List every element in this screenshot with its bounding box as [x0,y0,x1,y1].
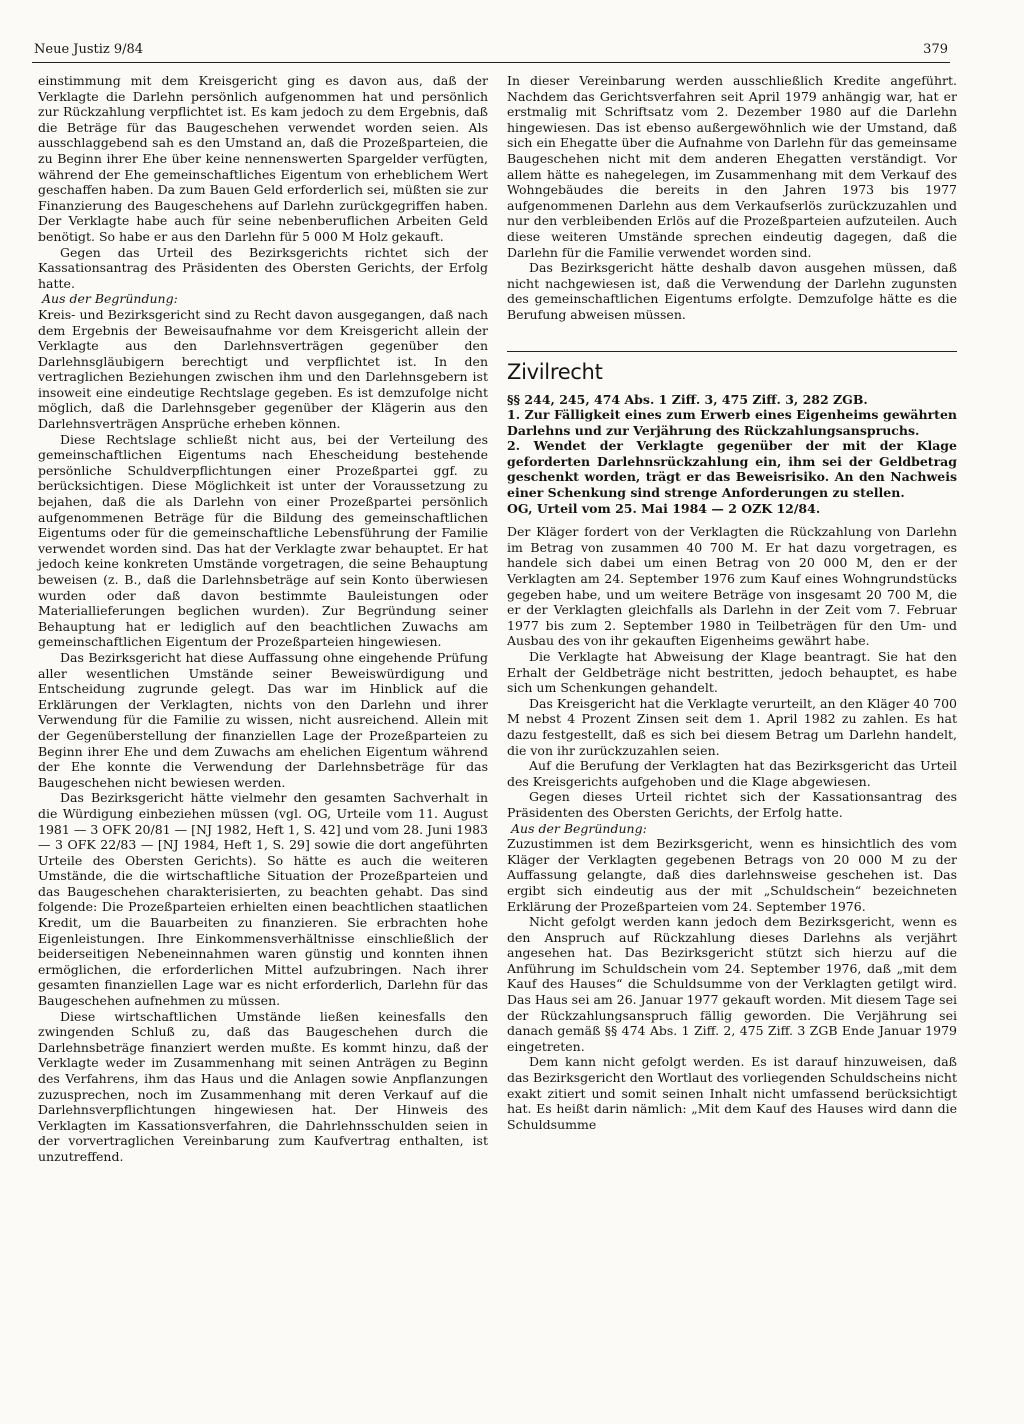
paragraph: Gegen das Urteil des Bezirksgerichts richtet sich der Kassationsantrag des Präsidenten des Obersten Gerichts, der Erfolg hatte. [38,244,488,291]
headnote-1: 1. Zur Fälligkeit eines zum Erwerb eines Eigenheims gewährten Darlehns und zur Verjährung des Rückzahlungsanspruchs. [507,407,957,438]
paragraph: Das Kreisgericht hat die Verklagte verurteilt, an den Kläger 40 700 M nebst 4 Prozent Zinsen seit dem 1. April 1982 zu zahlen. Es hat dazu festgestellt, daß es sich bei diesem Betrag um Darlehn handelt, die von ihr zurückzuzahlen seien. [507,695,957,758]
paragraph: Dem kann nicht gefolgt werden. Es ist darauf hinzuweisen, daß das Bezirksgericht den Wortlaut des vorliegenden Schuldscheins nicht exakt zitiert und somit seinen Inhalt nicht umfassend berücksichtigt hat. Es heißt darin nämlich: „Mit dem Kauf des Hauses wird dann die Schuldsumme [507,1054,957,1132]
page-number: 379 [923,42,948,57]
paragraph: Diese Rechtslage schließt nicht aus, bei der Verteilung des gemeinschaftlichen Eigentums nach Ehescheidung bestehende persönliche Schuldverpflichtungen einer Prozeßpartei ggf. zu berücksichtigen. Diese Möglichkeit ist unter der Voraussetzung zu bejahen, daß die als Darlehn von einer Prozeßpartei persönlich aufgenommenen Beträge für die Bildung des gemeinschaftlichen Eigentums oder für die gemeinschaftliche Lebensführung der Familie verwendet worden sind. Das hat der Verklagte zwar behauptet. Er hat jedoch keine konkreten Umstände vorgetragen, die seine Behauptung beweisen (z. B., daß die Darlehnsbeträge auf sein Konto überwiesen wurden oder daß davon bestimmte Bauleistungen oder Materiallieferungen beglichen wurden). Zur Begründung seiner Behauptung hat er lediglich auf den beachtlichen Zuwachs am gemeinschaftlichen Eigentum der Prozeßparteien hingewiesen. [38,431,488,650]
paragraph: Nicht gefolgt werden kann jedoch dem Bezirksgericht, wenn es den Anspruch auf Rückzahlung dieses Darlehns als verjährt angesehen hat. Das Bezirksgericht stützt sich hierzu auf die Anführung im Schuldschein vom 24. September 1976, daß „mit dem Kauf des Hauses“ die Schuldsumme von der Verklagten getilgt wird. Das Haus sei am 26. Januar 1977 gekauft worden. Mit diesem Tage sei der Rückzahlungsanspruch fällig geworden. Die Verjährung sei danach gemäß §§ 474 Abs. 1 Ziff. 2, 475 Ziff. 3 ZGB Ende Januar 1979 eingetreten. [507,914,957,1054]
case-citation: OG, Urteil vom 25. Mai 1984 — 2 OZK 12/84. [507,500,821,516]
subheading-reasoning: Aus der Begründung: [42,291,178,307]
paragraph: In dieser Vereinbarung werden ausschließlich Kredite angeführt. Nachdem das Gerichtsverfahren seit April 1979 anhängig war, hat er erstmalig mit Schriftsatz vom 2. Dezember 1980 auf die Darlehn hingewiesen. Das ist ebenso außergewöhnlich wie der Umstand, daß sich ein Ehegatte über die Aufnahme von Darlehn für das gemeinsame Baugeschehen nicht mit dem anderen Ehegatten verständigt. Vor allem hätte es nahegelegen, im Zusammenhang mit dem Verkauf des Wohngebäudes die bereits in den Jahren 1973 bis 1977 aufgenommenen Darlehn aus dem Verkaufserlös zurückzuzahlen und nur den verbleibenden Erlös auf die Prozeßparteien aufzuteilen. Auch diese weiteren Umstände sprechen eindeutig dagegen, daß die Darlehn für die Familie verwendet worden sind. [507,73,957,260]
paragraph: Diese wirtschaftlichen Umstände ließen keinesfalls den zwingenden Schluß zu, daß das Baugeschehen durch die Darlehnsbeträge finanziert werden mußte. Es kommt hinzu, daß der Verklagte weder im Zusammenhang mit seinen Anträgen zu Beginn des Verfahrens, ihm das Haus und die Anlagen sowie Anpflanzungen zuzusprechen, noch im Zusammenhang mit deren Verkauf auf die Darlehnsverpflichtungen hingewiesen hat. Der Hinweis des Verklagten im Kassationsverfahren, die Dahrlehnsschulden seien in der vorvertraglichen Vereinbarung zum Kaufvertrag enthalten, ist unzutreffend. [38,1008,488,1164]
journal-title: Neue Justiz 9/84 [34,42,144,57]
headnote-2: 2. Wendet der Verklagte gegenüber der mit der Klage geforderten Darlehnsrückzahlung ein, ihm sei der Geldbetrag geschenkt worden, trägt er das Beweisrisiko. An den Nachweis einer Schenkung sind strenge Anforderungen zu stellen. [507,438,957,501]
paragraph: Gegen dieses Urteil richtet sich der Kassationsantrag des Präsidenten des Obersten Gerichts, der Erfolg hatte. [507,789,957,820]
paragraph: Auf die Berufung der Verklagten hat das Bezirksgericht das Urteil des Kreisgerichts aufgehoben und die Klage abgewiesen. [507,758,957,789]
paragraph: Die Verklagte hat Abweisung der Klage beantragt. Sie hat den Erhalt der Geldbeträge nicht bestritten, jedoch behauptet, es habe sich um Schenkungen gehandelt. [507,649,957,696]
subheading-reasoning: Aus der Begründung: [511,820,647,836]
paragraph: Das Bezirksgericht hätte vielmehr den gesamten Sachverhalt in die Würdigung einbeziehen müssen (vgl. OG, Urteile vom 11. August 1981 — 3 OFK 20/81 — [NJ 1982, Heft 1, S. 42] und vom 28. Juni 1983 — 3 OFK 22/83 — [NJ 1984, Heft 1, S. 29] sowie die dort angeführten Urteile des Obersten Gerichts). So hätte es auch die weiteren Umstände, die die wirtschaftliche Situation der Prozeßparteien und das Baugeschehen charakterisierten, zu beachten gehabt. Das sind folgende: Die Prozeßparteien erhielten einen beachtlichen staatlichen Kredit, um die Bauarbeiten zu finanzieren. Sie erbrachten hohe Eigenleistungen. Ihre Einkommensverhältnisse einschließlich der beiderseitigen Nebeneinnahmen waren günstig und konnten ihnen ermöglichen, die erforderlichen Mittel aufzubringen. Nach ihrer gesamten finanziellen Lage war es nicht erforderlich, Darlehn für das Baugeschehen aufnehmen zu müssen. [38,790,488,1009]
paragraph: Das Bezirksgericht hätte deshalb davon ausgehen müssen, daß nicht nachgewiesen ist, daß die Verwendung der Darlehn zugunsten des gemeinschaftlichen Eigentums erfolgte. Demzufolge hätte es die Berufung abweisen müssen. [507,260,957,322]
section-title: Zivilrecht [507,351,957,386]
paragraph: einstimmung mit dem Kreisgericht ging es davon aus, daß der Verklagte die Darlehn persönlich aufgenommen hat und persönlich zur Rückzahlung verpflichtet ist. Es kam jedoch zu dem Ergebnis, daß die Beträge für das Baugeschehen verwendet worden seien. Als ausschlaggebend sah es den Umstand an, daß die Prozeßparteien, die zu Beginn ihrer Ehe über keine nennenswerten Spargelder verfügten, während der Ehe gemeinschaftliches Eigentum von erheblichem Wert geschaffen haben. Da zum Bauen Geld erforderlich sei, müßten sie zur Finanzierung des Baugeschehens auf Darlehn zurückgegriffen haben. Der Verklagte habe auch für seine nebenberuflichen Arbeiten Geld benötigt. So habe er aus den Darlehn für 5 000 M Holz gekauft. [38,73,488,244]
paragraph: Kreis- und Bezirksgericht sind zu Recht davon ausgegangen, daß nach dem Ergebnis der Beweisaufnahme vor dem Kreisgericht allein der Verklagte aus den Darlehnsverträgen gegenüber den Darlehnsgläubigern berechtigt und verpflichtet ist. In den vertraglichen Beziehungen zwischen ihm und den Darlehnsgebern ist insoweit eine eindeutige Rechtslage gegeben. Es ist demzufolge nicht möglich, daß die Darlehnsgeber gegenüber der Klägerin aus den Darlehnsverträgen Ansprüche erheben können. [38,306,488,432]
paragraph: Das Bezirksgericht hat diese Auffassung ohne eingehende Prüfung aller wesentlichen Umstände seiner Beweiswürdigung und Entscheidung zugrunde gelegt. Das war im Hinblick auf die Erklärungen der Verklagten, nichts von den Darlehn und ihrer Verwendung für die Familie zu wissen, nicht ausreichend. Allein mit der Gegenüberstellung der finanziellen Lage der Prozeßparteien zu Beginn ihrer Ehe und dem Zuwachs am ehelichen Eigentum während der Ehe konnte die Verwendung der Darlehnsbeträge für das Baugeschehen nicht bewiesen werden. [38,649,488,790]
paragraph: Zuzustimmen ist dem Bezirksgericht, wenn es hinsichtlich des vom Kläger der Verklagten gegebenen Betrags von 20 000 M zu der Auffassung gelangte, daß dies darlehnsweise geschehen ist. Das ergibt sich eindeutig aus der mit „Schuldschein“ bezeichneten Erklärung der Prozeßparteien vom 24. September 1976. [507,836,957,914]
left-column [38,73,488,1165]
running-header [32,40,950,63]
paragraph: Der Kläger fordert von der Verklagten die Rückzahlung von Darlehn im Betrag von zusammen 40 700 M. Er hat dazu vorgetragen, es handele sich dabei um einen Betrag von 20 000 M, den er der Verklagten am 24. September 1976 zum Kauf eines Wohngrundstücks gegeben habe, und um weitere Beträge von insgesamt 20 700 M, die er der Verklagten gleichfalls als Darlehn in der Zeit vom 7. Februar 1977 bis zum 2. September 1980 in Teilbeträgen für den Um- und Ausbau des von ihr gekauften Eigenheims gewährt habe. [507,524,957,649]
statutes-line: §§ 244, 245, 474 Abs. 1 Ziff. 3, 475 Ziff. 3, 282 ZGB. [507,391,868,407]
right-column [507,73,957,1132]
